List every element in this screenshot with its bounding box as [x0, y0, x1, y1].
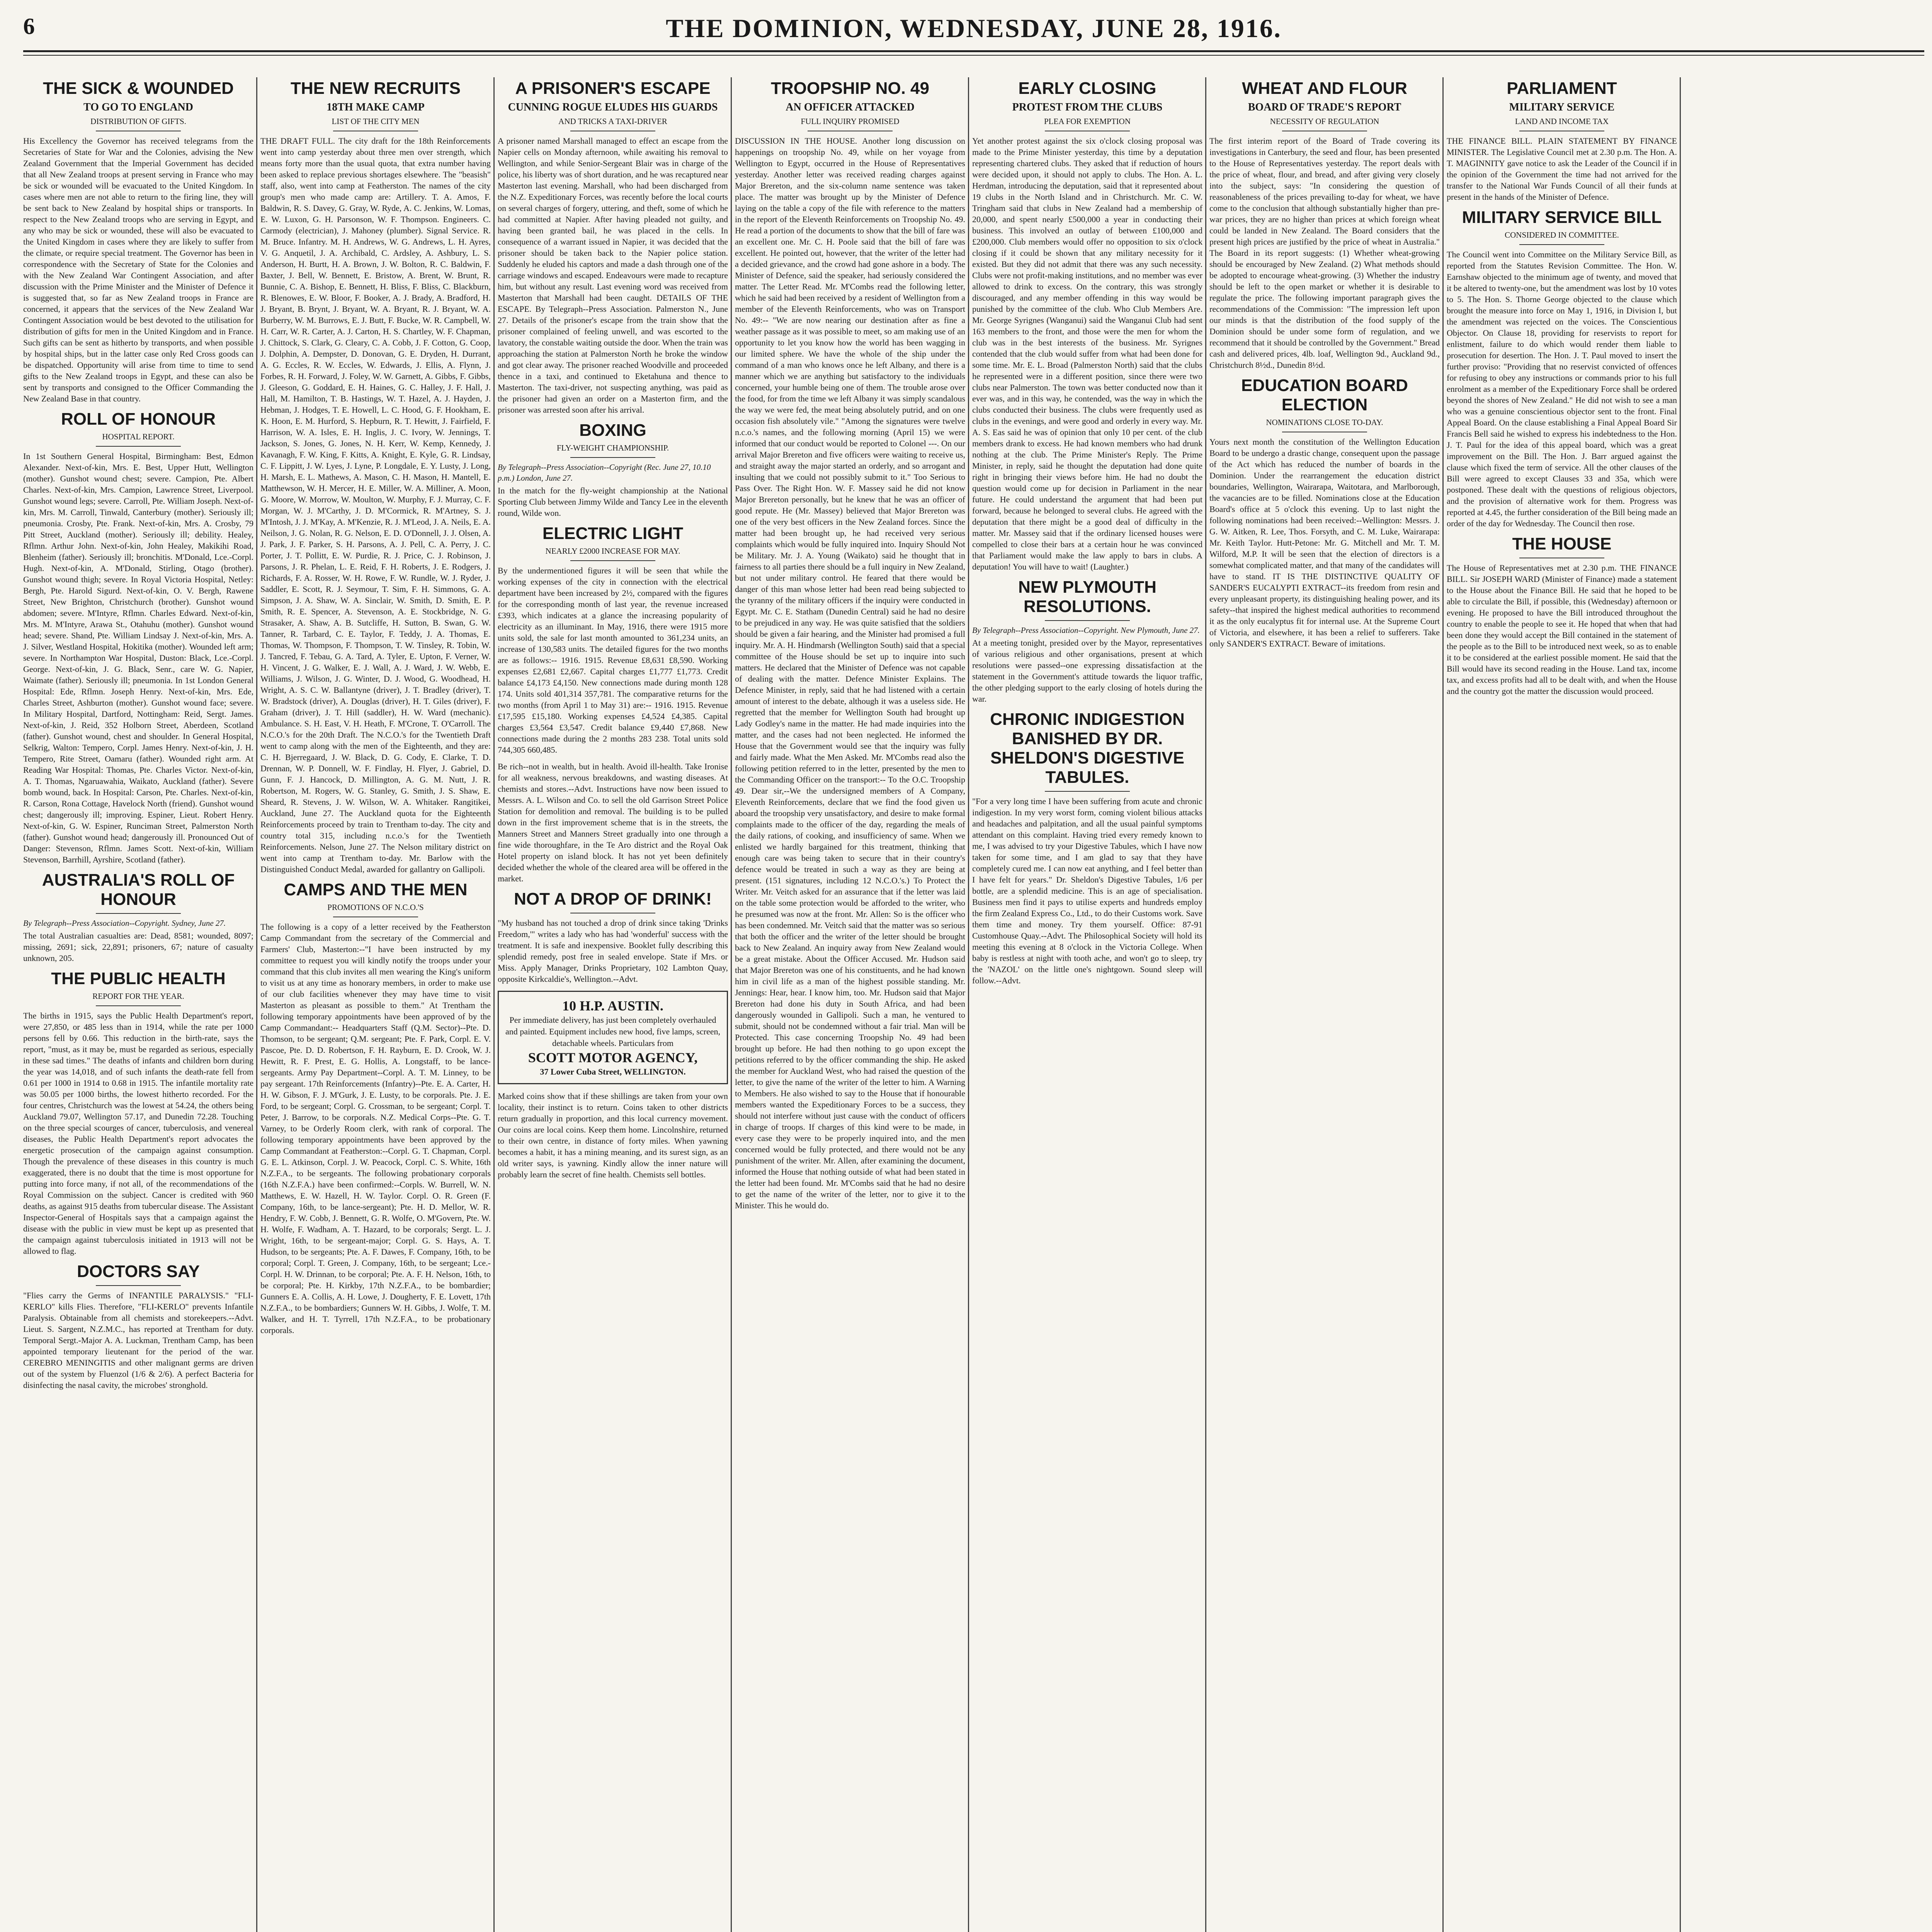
ad-firm: SCOTT MOTOR AGENCY, — [528, 1050, 698, 1065]
page-number: 6 — [23, 14, 35, 39]
column-6 — [1209, 77, 1440, 1932]
subhead: NECESSITY OF REGULATION — [1270, 117, 1379, 126]
article-text: DISCUSSION IN THE HOUSE. Another long discussion on happenings on troopship No. 49, while on her voyage from Wellington to Egypt, occurred in the House of Representatives yesterday. Another letter was received reading charges against Major Brereton, and the six-column name sentence was taken place. The matter was brought up by the Minister of Defence laying on the table a copy of the file with reference to the matters in the report of the Eleventh Reinforcements on Troopship No. 49. He read a portion of the documents to show that the bill of fare was an excellent one. Mr. C. H. Poole said that the bill of fare was excellent. He pointed out, however, that the writer of the letter had a decided grievance, and the crowd had gone ashore in a body. The Minister of Defence, said the speaker, had seriously considered the matter. The Letter Read. Mr. M'Combs read the following letter, which he said had been received by a resident of Wellington from a member of the Eleventh Reinforcements, who was on Transport No. 49:-- "We are now nearing our destination after as fine a weather passage as it was possible to meet, so am making use of an opportunity to let you know how the world has been wagging in our limited sphere. We have the whole of the ship under the command of a man who knows once he left Albany, and there is a manner which we are anything but satisfactory to the individuals concerned, your humble being one of them. The trouble arose over the food, for from the time we left Albany it was simply scandalous the way we were fed, the meat being absolutely putrid, and on one occasion fish absolutely vile." "Among the signatures were twelve n.c.o.'s names, and the following morning (April 15) we were informed that our conduct would be reported to Colonel ---. On our arrival Major Brereton and five officers were waiting to receive us, and straight away the major started an orderly, and so arrogant and insulting that we could not possibly submit to it." Too Serious to Pass Over. The Right Hon. W. F. Massey said he did not know Major Brereton personally, but he knew that he was an officer of good repute. He (Mr. Massey) believed that Major Brereton was one of the very best officers in the New Zealand forces. Since the matter had been brought up, he had received very serious complaints which would be fully inquired into. Inquiry Should Not be Military. Mr. J. A. Young (Waikato) said he thought that in fairness to all parties there should be a full inquiry in New Zealand, but not under military control. He feared that there would be danger of this man whose letter had been read being subjected to the tyranny of the military officers if the inquiry were conducted in Egypt. Mr. C. E. Statham (Dunedin Central) said he had no desire to be prejudiced in any way. He was quite satisfied that the soldiers should be given a fair hearing, and the Minister had promised a full inquiry. Mr. A. H. Hindmarsh (Wellington South) said that a special committee of the House should be set up to inquire into such matters. He declared that the Minister of Defence was not capable of dealing with the matter. Defence Minister Explains. The Defence Minister, in reply, said that he had listened with a certain amount of interest to the debate, although it was a useless side. He regretted that the member for Wellington South had brought up Lady Godley's name in the matter. He had made inquiries into the matter, and the cases had not been neglected. He informed the House that the Government would see that the inquiry was fully and fairly made. What the Men Asked. Mr. M'Combs read also the following petition referred to in the letter, presented by the men to the Commanding Officer on the transport:-- To the O.C. Troopship 49. Dear sir,--We the undersigned members of A Company, Eleventh Reinforcements, declare that we find the food given us aboard the troopship very unsatisfactory, and desire to make formal complaints made to the officer of the day, regarding the meals of the daily rations, of cooking, and insufficiency of same. When we enlisted we hardly bargained for this treatment, thinking that enough care was being taken to secure that in their country's defence would be treated in such a way as they are being at present. (151 signatures, including 12 N.C.O.'s.) To Protect the Writer. Mr. Veitch asked for an assurance that if the letter was laid on the table some protection would be afforded to the writer, who he presumed was now at the front. Mr. Allen: So is the officer who has been condemned. Mr. Veitch said that the matter was so serious that both the officer and the writer of the letter should be brought back to New Zealand. An inquiry away from New Zealand would be a great mistake. About the Officer Accused. Mr. Hudson said that Major Brereton was one of his constituents, and he had known him in civil life as a man of the highest possible standing. Mr. Jennings: Hear, hear. I know him, too. Mr. Hudson said that Major Brereton had done his duty in South Africa, and had been dangerously wounded in Gallipoli. Such a man, he ventured to submit, should not be condemned without a fair trial. Man will be Protected. This case concerning Troopship No. 49 had been brought up before. He had then nothing to go upon except the petitions referred to by the officer commanding the ship. He asked the member for Auckland West, who had raised the question of the letter, to give the name of the writer of the letter to him. A Warning to Members. He also wished to say to the House that if honourable members wanted the Expeditionary Forces to be a success, they should not interfere without just cause with the conduct of officers in charge of troops. If charges of this kind were to be made, in every case they were to be properly inquired into, and the men concerned would be fully protected, and there would not be any punishment of the writer. Mr. Allen, after examining the document, informed the House that nothing outside of what had been stated in the letter had been found. Mr. M'Combs said that he had no desire to get the name of the writer of the letter, nor to give it to the Minister. This he would do. — [735, 136, 965, 1210]
subhead: PROMOTIONS OF N.C.O.'S — [327, 903, 424, 912]
headline: CAMPS AND THE MEN — [284, 880, 468, 899]
article — [23, 410, 253, 865]
subhead: FULL INQUIRY PROMISED — [801, 117, 900, 126]
page-columns — [23, 77, 1924, 1932]
article — [23, 1262, 253, 1391]
article — [23, 79, 253, 404]
article-text: His Excellency the Governor has received telegrams from the Secretaries of State for War and the Colonies, advising the New Zealand Government that the Imperial Government has decided that all New Zealand troops at present serving in France who may be sick or wounded will be evacuated to the United Kingdom. In cases where men are not able to return to the firing line, they will be sent back to New Zealand by hospital ships or transports. In respect to the New Zealand troops who are serving in Egypt, and any who may be sick or wounded, these will also be evacuated to the United Kingdom in cases where they are likely to suffer from the climate, or require special treatment. The Governor has been in correspondence with the Secretary of State for the Colonies and with the New Zealand War Contingent Association, and after discussion with the Prime Minister and the Minister of Defence it is suggested that, so far as New Zealand troops in France are concerned, it appears that the services of the New Zealand War Contingent Association would be best devoted to the utilisation for distribution of gifts for men in the United Kingdom and in France. Such gifts can be sent as hitherto by transports, and when possible by hospital ships, but in the latter case only Red Cross goods can be dispatched. Opportunity will arise from time to time to send gifts to the New Zealand troops in Egypt, and these can also be sent by transports and consigned to the Officer Commanding the New Zealand Base in that country. — [23, 136, 253, 403]
article — [260, 880, 491, 1336]
dateline: By Telegraph--Press Association--Copyright. New Plymouth, June 27. — [972, 626, 1200, 635]
column-rule — [1442, 77, 1444, 1932]
article-text: The House of Representatives met at 2.30 p.m. THE FINANCE BILL. Sir JOSEPH WARD (Minister of Finance) made a statement to the House about the Finance Bill. He said that he hoped to be able to circulate the Bill, if possible, this (Wednesday) afternoon or evening. He proposed to have the Bill introduced throughout the country to enable the people to see it. He hoped that when that had been done they would accept the Bill contained in the statement of the people as to the Bill to be introduced next week, so as to enable it to be considered at the earliest possible moment. He said that the Bill would have its second reading in the House. Land tax, income tax, and excess profits had all to be dealt with, and when the House and the country got the matter the discussion would proceed. — [1447, 563, 1677, 696]
article-text: Yours next month the constitution of the Wellington Education Board to be undergo a drastic change, consequent upon the passage of the Act which has reduced the number of boards in the Dominion. Under the rearrangement the education district boundaries, Wellington, Wairarapa, Waitotara, and Marlborough, the vacancies are to be filled. Nominations close at the Education Board's office at 5 o'clock this evening. Up to last night the following nominations had been received:--Wellington: Messrs. J. G. W. Aitken, R. Lee, Thos. Forsyth, and C. M. Luke, Wairarapa: Mr. Keith Taylor. Hutt-Petone: Mr. G. Mitchell and Mr. T. M. Wilford, M.P. It will be seen that the election of directors is a somewhat complicated matter, and that many of the candidates will have to stand. IT IS THE DISTINCTIVE QUALITY OF SANDER'S EUCALYPTI EXTRACT--its freedom from resin and every unpleasant property, its distinguishing healing power, and its safety--that inspired the highest medical authorities to recommend it as the only eucalyptus fit for internal use. At the Supreme Court of Victoria, and elsewhere, it has been a relief to sufferers. Take only SANDER'S EXTRACT. Beware of imitations. — [1209, 437, 1440, 648]
subhead: NOMINATIONS CLOSE TO-DAY. — [1266, 418, 1383, 427]
column-4 — [735, 77, 965, 1932]
article — [498, 761, 728, 884]
subhead: PLEA FOR EXEMPTION — [1044, 117, 1131, 126]
deck: 18TH MAKE CAMP — [327, 101, 425, 113]
newspaper-title: THE DOMINION, WEDNESDAY, JUNE 28, 1916. — [666, 14, 1282, 43]
article — [972, 710, 1202, 986]
article — [1447, 208, 1677, 529]
column-1 — [23, 77, 253, 1932]
article — [1447, 534, 1677, 697]
article — [1447, 79, 1677, 202]
advertisement — [498, 991, 728, 1084]
subhead: AND TRICKS A TAXI-DRIVER — [558, 117, 667, 126]
article — [972, 79, 1202, 572]
subhead: HOSPITAL REPORT. — [102, 432, 175, 441]
deck: TO GO TO ENGLAND — [83, 101, 193, 113]
column-rule — [1680, 77, 1681, 1932]
article — [23, 969, 253, 1257]
subhead: NEARLY £2000 INCREASE FOR MAY. — [545, 546, 680, 556]
deck: AN OFFICER ATTACKED — [786, 101, 915, 113]
column-rule — [968, 77, 969, 1932]
headline: AUSTRALIA'S ROLL OF HONOUR — [42, 871, 235, 909]
article-text: "For a very long time I have been suffering from acute and chronic indigestion. In my very worst form, coming violent bilious attacks and headaches and palpitation, and all the usual painful symptoms attendant on this complaint. Having tried every remedy known to me, I was advised to try your Digestive Tabules, which I have now taken for some time, and I am glad to say that they have completely cured me. I can now eat anything, and I feel better than I have felt for years." Dr. Sheldon's Digestive Tabules, 1/6 per bottle, are a splendid medicine. This is an age of specialisation. Business men find it pays to utilise experts and hundreds employ the firm Zealand Express Co., Ltd., to do their Customs work. Save them time and money. Try them yourself. Office: 87-91 Customhouse Quay.--Advt. The Philosophical Society will hold its meeting this evening at 8 o'clock in the Victoria College. When baby is restless at night with tooth ache, and won't go to sleep, try the 'NAZOL' on the little one's nightgown. Sound sleep will follow.--Advt. — [972, 796, 1202, 985]
deck: CUNNING ROGUE ELUDES HIS GUARDS — [508, 101, 718, 113]
headline: WHEAT AND FLOUR — [1242, 79, 1407, 98]
headline: TROOPSHIP NO. 49 — [771, 79, 929, 98]
article-text: The following is a copy of a letter received by the Featherston Camp Commandant from the secretary of the Commercial and Farmers' Club, Masterton:--"I have been instructed by my committee to request you will kindly notify the troops under your command that this club invites all men wearing the King's uniform to visit us at any time as honorary members, in order to make use of our club facilities whenever they may have time to visit Masterton as pleasant as possible to them." At Trentham the following temporary appointments have been approved of by the Camp Commandant:-- Headquarters Staff (Q.M. Sector)--Pte. D. Thomson, to be sergeant; Q.M. sergeant; Pte. F. Park, Corpl. E. V. Pascoe, Pte. D. D. Robertson, F. H. Rayburn, E. D. Crook, W. J. Hewitt, R. F. Prest, E. G. Hollis, A. Longstaff, to be lance-sergeants. Army Pay Department--Corpl. A. T. M. Linney, to be pay sergeant. 17th Reinforcements (Infantry)--Pte. E. A. Carter, H. H. W. Gibson, F. J. M'Gurk, J. E. Lusty, to be corporals. Pte. J. E. Ford, to be sergeant; Corpl. G. Crossman, to be sergeant; Corpl. T. Peter, J. Barrow, to be corporals. N.Z. Medical Corps--Pte. G. T. Varney, to be Orderly Room clerk, with rank of corporal. The following temporary appointments have been approved by the Camp Commandant at Featherston:--Corpl. G. T. Chapman, Corpl. G. E. L. Atkinson, Corpl. J. W. Peacock, Corpl. C. S. White, 16th N.Z.F.A., to be sergeants. The following probationary corporals (16th N.Z.F.A.) have been confirmed:--Corpls. W. Burrell, W. N. Matthews, E. W. Hazell, H. W. Taylor. Corpl. O. R. Green (F. Company, 16th, to be lance-sergeant); Pte. H. D. Mellor, W. R. Hendry, F. W. Cobb, J. Bennett, G. R. Wolfe, O. M'Govern, Pte. W. H. Wolfe, F. Wadham, A. T. Hazard, to be corporals; Sergt. L. J. Wright, 16th, to be sergeant-major; Corpl. G. S. Hays, A. T. Hudson, to be sergeants; Pte. A. F. Dawes, F. Company, 16th, to be corporal; Corpl. T. Green, J. Company, 16th, to be sergeant; Lce.-Corpl. H. W. Drinnan, to be corporal; Pte. A. F. H. Nelson, 16th, to be corporal; Pte. H. Kirkby, 17th N.Z.F.A., to be bombardier; Gunners E. A. Collis, A. H. Lowe, J. Dougherty, F. E. Lovett, 17th N.Z.F.A., to be bombardiers; Gunners W. H. Gibbs, J. Wolfe, T. M. Walker, and H. T. Tyrrell, 17th N.Z.F.A., to be probationary corporals. — [260, 922, 491, 1335]
masthead-rule — [23, 50, 1924, 52]
article — [498, 524, 728, 755]
subhead: REPORT FOR THE YEAR. — [92, 992, 184, 1001]
article-text: The first interim report of the Board of Trade covering its investigations in Canterbury, the seed and flour, has been presented to the House of Representatives yesterday. The report deals with the price of wheat, flour, and bread, and after giving very closely into the subject, says: "In considering the question of reasonableness of the prices prevailing to-day for wheat, we have come to the conclusion that although substantially higher than pre-war prices, they are no higher than prices at which foreign wheat could be landed in New Zealand. The Board considers that the present high prices are justified by the price of wheat in Australia." The Board in its report suggests: (1) Whether wheat-growing should be encouraged by New Zealand. (2) What methods should be adopted to encourage wheat-growing. (3) Whether the industry should be left to the open market or whether it is desirable to regulate the price. The following important paragraph gives the recommendations of the Commission: "The impression left upon our minds is that the distribution of the food supply of the Dominion should be under some form of regulation, and we recommend that it should be controlled by the Government." Bread cash and delivered prices, 4lb. loaf, Wellington 9d., Auckland 9d., Christchurch 8½d., Dunedin 8½d. — [1209, 136, 1440, 370]
column-2 — [260, 77, 491, 1932]
ad-copy: Per immediate delivery, has just been completely overhauled and painted. Equipment includes new hood, five lamps, screen, detachable wheels. Particulars from — [505, 1015, 720, 1048]
deck: BOARD OF TRADE'S REPORT — [1248, 101, 1401, 113]
headline: THE NEW RECRUITS — [291, 79, 461, 98]
headline: EARLY CLOSING — [1018, 79, 1156, 98]
column-3 — [498, 77, 728, 1932]
article — [498, 991, 728, 1084]
article-text: Yet another protest against the six o'clock closing proposal was made to the Prime Minister yesterday, this time by a deputation representing chartered clubs. They asked that if reduction of hours were decided upon, it should not apply to clubs. The Hon. A. L. Herdman, introducing the deputation, said that it represented about 19 clubs in the North Island and in Christchurch. Mr. C. W. Tringham said that clubs in New Zealand had a membership of 20,000, and spent nearly £500,000 a year in conducting their business. This involved an outlay of between £100,000 and £200,000. Club members would offer no opposition to six o'clock closing if it could be shown that any military necessity for it existed. But they did not admit that there was any such necessity. Clubs were not profit-making institutions, and no member was ever allowed to drink to excess. On the contrary, this was strongly discouraged, and any member offending in this way would be punished by the committee of the club. Who Club Members Are. Mr. George Syrignes (Wanganui) said the Wanganui Club had sent 163 members to the front, and those were the men for whom the club was in the best interests of the business. Mr. Syrignes contended that the club would suffer from what had been done for some time. Mr. E. L. Broad (Palmerston North) said that the clubs he represented were in a different position, since there were two clubs near Palmerston. The town was better conducted now than it ever was, and in this way, he contended, was the way in which the clubs conducted their business. The clubs were frequently used as clubs in the evenings, and were good and orderly in every way. Mr. A. S. Eas said he was of opinion that only 10 per cent. of the club members drank to excess. He had known members who had drunk nothing at the club. The Prime Minister's Reply. The Prime Minister, in reply, said he thought the deputation had done quite right in bringing their views before him. He had no doubt the question would come up for decision in Parliament in the near future. He could understand the argument that had been put forward, because he belonged to several clubs. He agreed with the deputation that there might be a good deal of difficulty in the matter. Mr. Massey said that if the ordinary licensed houses were compelled to close their bars at a certain hour he was convinced that Parliament would make the law apply to bars in clubs. A deputation! You will have to wait! (Laughter.) — [972, 136, 1202, 571]
ad-address: 37 Lower Cuba Street, WELLINGTON. — [540, 1067, 686, 1077]
article-text: In 1st Southern General Hospital, Birmingham: Best, Edmon Alexander. Next-of-kin, Mrs. E. Best, Upper Hutt, Wellington (mother). Gunshot wound chest; severe. Campion, Pte. Albert Charles. Next-of-kin, Mrs. Campion, Lawrence Street, Liverpool. Gunshot wound legs; severe. Carroll, Pte. William Joseph. Next-of-kin, Mrs. M. Carroll, Tinwald, Canterbury (mother). Seriously ill; pneumonia. Crosby, Pte. Frank. Next-of-kin, Mrs. A. Crosby, 79 Pitt Street, Auckland (mother). Seriously ill; debility. Healey, Rflmn. Arthur John. Next-of-kin, John Healey, Makikihi Road, Blenheim (father). Seriously ill; bronchitis. M'Donald, Lce.-Corpl. Hugh. Next-of-kin, A. M'Donald, Stirling, Otago (brother). Gunshot wound thigh; severe. In Royal Victoria Hospital, Netley: Bergh, Pte. Harold Sigurd. Next-of-kin, O. V. Bergh, Rawene Street, New Brighton, Christchurch (brother). Gunshot wound abdomen; severe. M'Intyre, Rflmn. Charles Edward. Next-of-kin, Mrs. M. M'Intyre, Arawa St., Otahuhu (mother). Gunshot wound head; severe. Shand, Pte. William Lindsay J. Next-of-kin, Mrs. A. J. Silver, Westland Hospital, Hokitika (mother). Wounded left arm; severe. In Northampton War Hospital, Duston: Black, Lce.-Corpl. George. Next-of-kin, J. G. Black, Senr., care W. G. Napier, Waimate (father). Seriously ill; pneumonia. In 1st London General Hospital: Ede, Rflmn. Joseph Henry. Next-of-kin, Mrs. Ede, Charles Street, Ashburton (mother). Gunshot wound face; severe. In Military Hospital, Dartford, Nottingham: Reid, Sergt. James. Next-of-kin, J. Reid, 352 Holborn Street, Aberdeen, Scotland (father). Gunshot wound, chest and shoulder. In General Hospital, Selkrig, Walton: Tempero, Corpl. James Henry. Next-of-kin, J. H. Tempero, Rite Street, Oamaru (father). Wounded right arm. At Reading War Hospital: Thomas, Pte. Charles Victor. Next-of-kin, A. T. Thomas, Ngaruawahia, Waikato, Auckland (father). Severe bomb wound, back. In Hospital: Carson, Pte. Charles. Next-of-kin, R. Carson, Rona Cottage, Havelock North (friend). Gunshot wound chest; dangerously ill; improving. Espiner, Lieut. Robert Henry. Next-of-kin, G. W. Espiner, Runciman Street, Palmerston North (father). Gunshot wound head; dangerously ill. Pronounced Out of Danger: Stevenson, Rflmn. James Scott. Next-of-kin, William Stevenson, Barrhill, Ayrshire, Scotland (father). — [23, 451, 253, 864]
dateline: By Telegraph--Press Association--Copyright (Rec. June 27, 10.10 p.m.) London, June 27. — [498, 463, 711, 483]
deck: PROTEST FROM THE CLUBS — [1012, 101, 1163, 113]
headline: NOT A DROP OF DRINK! — [514, 889, 712, 908]
article — [498, 421, 728, 519]
article — [735, 79, 965, 1211]
headline-rule — [96, 446, 181, 447]
headline: BOXING — [579, 421, 646, 440]
article-text: THE DRAFT FULL. The city draft for the 18th Reinforcements went into camp yesterday about three men over strength, which means forty more than the usual quota, that extra number having been asked to replace previous shortages elsewhere. The "beasish" staff, also, went into camp at Featherston. The names of the city group's men who made camp are: Artillery. T. A. Amos, F. Baldwin, R. S. Davey, G. Gray, W. Ryde, A. C. Jenkins, W. Lomas, E. W. Luxon, G. H. Parsonson, W. F. Thompson. Engineers. C. Carmody (electrician), J. Mahoney (plumber). Signal Service. R. M. Bruce. Infantry. M. H. Andrews, W. G. Andrews, L. H. Ayres, V. G. Anquetil, J. A. Archibald, C. Ardsley, A. Ashbury, L. S. Anderson, H. Burtt, H. A. Brown, J. W. Bolton, R. C. Baldwin, F. Baxter, J. Bell, W. Bennett, E. Bristow, A. Brent, W. Brunt, R. Bunnie, C. A. Bishop, E. Bennett, H. Bliss, F. Bliss, C. Blackburn, R. Blenowes, E. W. Bloor, F. Booker, A. J. Brady, A. Bradford, H. J. Bryant, B. Brynt, J. Bryant, W. A. Bryant, R. J. Bryant, W. A. Burberry, W. M. Burrows, E. J. Butt, F. Bucke, W. R. Campbell, W. H. Carr, W. R. Carter, A. J. Carton, H. S. Chartley, W. F. Chapman, J. Chittock, S. Clark, G. Cleary, C. A. Cobb, J. F. Cotton, G. Coop, J. Dolphin, A. Dempster, D. Donovan, G. E. Dryden, H. Durrant, A. G. Eccles, R. W. Eccles, W. Edwards, J. Ellis, A. Flynn, J. Forbes, R. H. Forward, J. Foley, W. W. Garnett, A. Gibbs, F. Gibbs, J. Gleeson, G. Goddard, E. H. Haines, G. C. Halley, J. F. Hall, J. Hall, M. Hamilton, T. B. Hastings, W. T. Hazel, A. J. Hayden, J. Hebman, J. Hodges, T. E. Howell, L. C. Hood, G. F. Hookham, E. K. Hoon, E. M. Hurford, S. Hepburn, R. T. Hewitt, J. Fairfield, F. Harrison, W. A. Isles, E. H. Inglis, J. C. Ivory, W. Jennings, T. Jackson, S. Jones, G. Jones, N. H. Kerr, W. Kemp, Kennedy, J. Kavanagh, F. W. King, F. Kitts, A. Knight, E. Kyle, G. R. Lindsay, C. F. Lippitt, J. W. Lyes, J. Lyne, P. Longdale, E. Y. Lusty, J. Long, H. Marsh, E. L. Mathews, A. Mason, C. H. Mason, H. Mantell, E. Matthewson, W. H. Mercer, H. E. Miller, W. A. Milliner, A. Moon, G. Moore, W. Morrow, W. Moulton, W. Murphy, F. J. Murray, C. F. Morgan, W. J. M'Carthy, J. D. M'Cormick, R. M'Artney, S. J. M'Intosh, J. J. M'Kay, A. M'Kenzie, R. J. M'Leod, J. A. Neils, E. A. Neilson, J. G. Nolan, R. G. Nelson, E. D. O'Donnell, J. J. Olsen, A. J. Park, J. F. Parker, S. H. Parsons, A. J. Pell, C. A. Perry, J. C. Porter, J. T. Pollitt, E. W. Purdie, R. J. Price, C. J. Robinson, J. Parsons, J. R. Phelan, L. E. Reid, F. H. Roberts, J. E. Rodgers, J. Richards, F. A. Rosser, W. H. Rowe, F. W. Rundle, W. J. Ryder, J. Saddler, E. Scott, R. J. Seymour, T. Sim, F. H. Simmons, G. A. Simpson, J. A. Shaw, W. A. Sinclair, W. Smith, D. Smith, E. P. Smith, R. E. Spencer, A. Stevenson, A. E. Stockbridge, N. G. Strasaker, A. Shaw, A. B. Sutcliffe, H. Sutton, B. Swan, G. W. Tanner, R. Tarbard, C. E. Taylor, F. Teddy, J. A. Thomas, E. Thomas, W. Thompson, F. Thompson, T. W. Tinsley, R. Tobin, W. J. Tancred, F. Tebau, G. A. Tard, A. Tyler, E. Upton, F. Verner, W. H. Vincent, J. G. Walker, E. J. Wall, A. J. Ward, J. W. Webb, E. Williams, J. Wilson, J. G. Winter, D. J. Wood, G. Woodhead, H. Wright, A. S. C. W. Ballantyne (driver), J. T. Bradley (driver), T. W. Bradstock (driver), A. Douglas (driver), H. T. Giles (driver), F. Graham (driver), J. T. Hill (saddler), H. W. Ward (mechanic). Ambulance. S. H. East, V. H. Heath, F. M'Crone, T. O'Carroll. The N.C.O.'s for the 20th Draft. The N.C.O.'s for the Twentieth Draft went to camp along with the men of the Eighteenth, and they are: C. H. Bjerregaard, J. W. Black, D. G. Cody, E. Clarke, T. D. Drennan, W. P. Donnell, W. F. Findlay, H. Flyer, J. Gabriel, D. Gunn, F. J. Hancock, D. Millington, A. G. M. Nutt, J. R. Robertson, M. Rogers, W. G. Stanley, G. Smith, J. S. Shaw, E. Sheard, R. Stevens, J. W. Wilson, W. A. Whitaker. Rangitikei, Auckland, June 27. The Auckland quota for the Eighteenth Reinforcements proceed by train to Trentham to-day. The city and country total 315, including n.c.o.'s for the Twentieth Reinforcements. Nelson, June 27. The Nelson military district on went into camp at Trentham to-day. Mr. Barlow with the Distinguished Conduct Medal, awarded for gallantry on Gallipoli. — [260, 136, 491, 874]
article-text: "Flies carry the Germs of INFANTILE PARALYSIS." "FLI-KERLO" kills Flies. Therefore, "FLI-KERLO" prevents Infantile Paralysis. Obtainable from all chemists and storekeepers.--Advt. Lieut. S. Sargent, N.Z.M.C., has reported at Trentham for duty. Temporal Sergt.-Major A. A. Luckman, Trentham Camp, has been appointed temporary lieutenant for the period of the war. CEREBRO MENINGITIS and other malignant germs are driven out of the system by Fluenzol (1/6 & 2/6). A perfect Bacteria for disinfecting the nasal cavity, the microbes' stronghold. — [23, 1291, 253, 1390]
headline: ELECTRIC LIGHT — [542, 524, 684, 543]
masthead — [23, 13, 1924, 44]
article — [1209, 376, 1440, 649]
column-7 — [1447, 77, 1677, 1932]
article-text: THE FINANCE BILL. PLAIN STATEMENT BY FINANCE MINISTER. The Legislative Council met at 2.30 p.m. The Hon. A. T. MAGINNITY gave notice to ask the Leader of the Council if in the opinion of the Government the time had not arrived for the transfer to the National War Funds Council of all their funds at present in the hands of the Minister of Defence. — [1447, 136, 1677, 202]
article-text: In the match for the fly-weight championship at the National Sporting Club between Jimmy Wilde and Tancy Lee in the eleventh round, Wilde won. — [498, 486, 728, 518]
headline: CHRONIC INDIGESTION BANISHED BY DR. SHELDON'S DIGESTIVE TABULES. — [990, 710, 1185, 787]
subhead: DISTRIBUTION OF GIFTS. — [90, 117, 186, 126]
column-rule — [493, 77, 495, 1932]
masthead-rule-thin — [23, 55, 1924, 56]
subhead: FLY-WEIGHT CHAMPIONSHIP. — [556, 443, 669, 452]
article-text: Marked coins show that if these shillings are taken from your own locality, their instinct is to return. Coins taken to other districts return gradually in proportion, and this local currency movement. Our coins are local coins. Keep them home. Lincolnshire, returned to their own centre, in distance of forty miles. When yawning becomes a habit, it has a mining meaning, and its surest sign, as an old writer says, is yawning. Kindly allow the inner nature will probably learn the secret of fine health. Chemists sell bottles. — [498, 1091, 728, 1179]
headline: MILITARY SERVICE BILL — [1462, 208, 1662, 227]
headline-rule — [570, 560, 655, 561]
article — [23, 871, 253, 964]
column-rule — [256, 77, 257, 1932]
article-text: "My husband has not touched a drop of drink since taking 'Drinks Freedom,'" writes a lady who has had 'wonderful' success with the treatment. It is safe and inexpensive. Booklet fully describing this splendid remedy, post free in sealed envelope. State if Mrs. or Miss. Apply Manager, Drinks Proprietary, 102 Lambton Quay, opposite Kirkcaldie's, Wellington.--Advt. — [498, 918, 728, 984]
article — [260, 79, 491, 875]
column-rule — [1205, 77, 1206, 1932]
headline: THE HOUSE — [1512, 534, 1612, 553]
headline: ROLL OF HONOUR — [61, 410, 216, 429]
subhead: LAND AND INCOME TAX — [1515, 117, 1609, 126]
article-text: Be rich--not in wealth, but in health. Avoid ill-health. Take Ironise for all weakness, nervous breakdowns, and wasting diseases. At chemists and stores.--Advt. Instructions have now been issued to Messrs. A. L. Wilson and Co. to sell the old Garrison Street Police Station for demolition and removal. The building is to be pulled down in the first improvement scheme that is in the streets, the Manners Street and Manners Street gradually into one through a fine wide thoroughfare, in the Te Aro district and the Royal Oak Hotel property on island block. It has not yet been definitely decided whether the whole of the cleared area will be offered in the market. — [498, 762, 728, 883]
article — [498, 889, 728, 985]
article — [1209, 79, 1440, 371]
subhead: LIST OF THE CITY MEN — [332, 117, 420, 126]
headline-rule — [1519, 244, 1604, 245]
article-text: At a meeting tonight, presided over by the Mayor, representatives of various religious and other organisations, present at which resolutions were passed--one expressing dissatisfaction at the statement in the Government's attitude towards the liquor traffic, the other pledging support to the early closing of hotels during the war. — [972, 638, 1202, 704]
subhead: CONSIDERED IN COMMITTEE. — [1505, 230, 1619, 240]
article-text: The total Australian casualties are: Dead, 8581; wounded, 8097; missing, 2691; sick, 22,891; prisoners, 67; nature of casualty unknown, 205. — [23, 931, 253, 963]
article — [972, 578, 1202, 704]
ad-title: 10 H.P. AUSTIN. — [562, 998, 663, 1014]
article-text: The Council went into Committee on the Military Service Bill, as reported from the Statutes Revision Committee. The Hon. W. Earnshaw objected to the minimum age of twenty, and moved that it be altered to twenty-one, but the amendment was lost by 10 votes to 5. The Hon. S. Thorne George objected to the clause which brought the measure into force on May 1, 1916, in Division I, but the amendment was rejected on the voices. The Conscientious Objector. On Clause 18, providing for reservists to report for enlistment, failure to do which would render them liable to prosecution for desertion. The Hon. J. T. Paul moved to insert the further proviso: "Providing that no reservist convicted of offences for refusing to obey any instructions or commands prior to his full enrolment as a member of the Expeditionary Force shall be ordered beyond the shores of New Zealand." He did not wish to see a man who was a genuine conscientious objector sent to the front. Final Appeal Board. On the clause establishing a Final Appeal Board Sir Francis Bell said he wished to express his indebtedness to the Hon. J. T. Paul for the idea of this appeal board, which was a great improvement on the Bill. The Hon. J. Barr argued against the clause which fixed the term of service. All the other clauses of the Bill were agreed to except Clauses 33 and 35a, which were postponed. These dealt with the questions of religious objectors, and the provision of alternative work for them. Progress was reported at 4.45, the further consideration of the Bill being made an order of the day for Wednesday. The Council then rose. — [1447, 250, 1677, 528]
article — [498, 79, 728, 415]
article-text: A prisoner named Marshall managed to effect an escape from the Napier cells on Monday afternoon, while awaiting his removal to Wellington, and while Senior-Sergeant Blair was in charge of the police, his liberty was of short duration, and he was recaptured near Masterton last evening. Marshall, who had been discharged from the N.Z. Expeditionary Forces, was recently before the local courts on several charges of forgery, uttering, and theft, some of which he had committed at Napier. After having pleaded not guilty, and having been granted bail, he was placed in the cells. In consequence of a warrant issued in Napier, it was decided that the prisoner should be taken back to the Napier police station. Suddenly he eluded his captors and made a dash through one of the carriage windows and escaped. Endeavours were made to recapture him, but without any result. Last evening word was received from Masterton that Marshall had been caught. DETAILS OF THE ESCAPE. By Telegraph--Press Association. Palmerston N., June 27. Details of the prisoner's escape from the train show that the prisoner complained of feeling unwell, and was escorted to the lavatory, the constable waiting outside the door. When the train was approaching the station at Palmerston North he broke the window and got clear away. The prisoner reached Woodville and proceeded thence in a taxi, and continued to Eketahuna and thence to Masterton. The taxi-driver, not suspecting anything, was paid as the prisoner had given an order on a Masterton firm, and the prisoner was arrested soon after his arrival. — [498, 136, 728, 415]
headline-rule — [570, 457, 655, 458]
column-5 — [972, 77, 1202, 1932]
headline: NEW PLYMOUTH RESOLUTIONS. — [1018, 578, 1156, 616]
headline: A PRISONER'S ESCAPE — [515, 79, 711, 98]
headline-rule — [96, 913, 181, 914]
headline: EDUCATION BOARD ELECTION — [1241, 376, 1408, 414]
deck: MILITARY SERVICE — [1509, 101, 1615, 113]
article-text: The births in 1915, says the Public Health Department's report, were 27,850, or 485 less than in 1914, while the rate per 1000 persons fell by 0.66. This reduction in the birth-rate, says the report, "must, as it may be, must be regarded as serious, especially in these sad times." The deaths of infants and children born during the year was 14,018, and of such infants the death-rate fell from 0.61 per 1000 in 1914 to 0.68 in 1915. The infantile mortality rate was 50.05 per 1000 births, the lowest hitherto recorded. For the four centres, Christchurch was the lowest at 54.24, the others being Auckland 79.07, Wellington 57.17, and Dunedin 72.28. Touching on the three special scourges of cancer, tuberculosis, and venereal diseases, the Public Health Department's report advocates the energetic prosecution of the campaign against consumption. Though the prevalence of these diseases in this country is much exaggerated, there is no doubt that the time is most opportune for putting into force many, if not all, of the recommendations of the Royal Commission on the subject. Cancer is credited with 960 deaths, as against 915 deaths from tubercular disease. The Assistant Inspector-General of Hospitals says that a campaign against the disease with the public in view must be kept up as presented that the campaign against tuberculosis initiated in 1913 will not be allowed to flag. — [23, 1011, 253, 1256]
column-rule — [731, 77, 732, 1932]
dateline: By Telegraph--Press Association--Copyright. Sydney, June 27. — [23, 918, 226, 928]
headline: THE PUBLIC HEALTH — [51, 969, 226, 988]
headline: DOCTORS SAY — [77, 1262, 200, 1281]
column-8 — [1684, 77, 1914, 1932]
article — [498, 1090, 728, 1180]
headline-rule — [96, 1285, 181, 1286]
headline-rule — [96, 1005, 181, 1006]
headline-rule — [1045, 791, 1130, 792]
headline: THE SICK & WOUNDED — [43, 79, 234, 98]
headline: PARLIAMENT — [1507, 79, 1617, 98]
article-text: By the undermentioned figures it will be seen that while the working expenses of the city in connection with the electrical department have been increased by 2½, compared with the figures for the corresponding month of last year, the revenue increased £393, which indicates at a glance the increasing popularity of electricity as an illuminant. In May, 1916, there were 1915 more units sold, the sale for last month amounted to 361,234 units, an increase of 130,583 units. The detailed figures for the two months are as follows:-- 1916. 1915. Revenue £8,631 £8,590. Working expenses £2,681 £2,667. Capital charges £1,777 £1,773. Credit balance £4,173 £4,150. New connections made during month 128 174. Units sold 401,314 357,781. The comparative returns for the two months (from April 1 to May 31) are:-- 1916. 1915. Revenue £17,595 £15,180. Working expenses £4,524 £4,385. Capital charges £3,564 £3,547. Credit balance £9,440 £7,868. New connections made during the 2 months 283 238. Total units sold 744,305 660,485. — [498, 566, 728, 755]
headline-rule — [1045, 620, 1130, 621]
